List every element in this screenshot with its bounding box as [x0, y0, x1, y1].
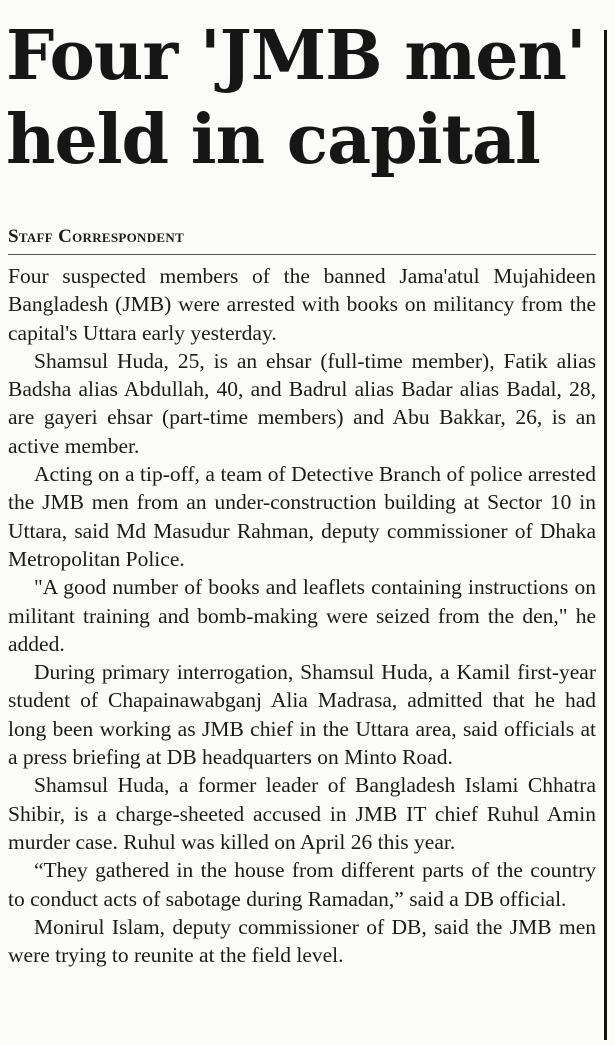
headline-line-1: Four 'JMB men'	[6, 16, 586, 96]
paragraph: Acting on a tip-off, a team of Detective Branch of police arrested the JMB men from an under-construction building at Sector 10 in Uttara, said Md Masudur Rahman, deputy commissioner of Dhaka Metropolitan Police.	[8, 462, 596, 571]
paragraph: “They gathered in the house from different parts of the country to conduct acts of sabotage during Ramadan,” said a DB official.	[8, 858, 596, 911]
byline: Staff Correspondent	[8, 226, 185, 247]
paragraph: "A good number of books and leaflets containing instructions on militant training and bomb-making were seized from the den," he added.	[8, 575, 596, 656]
paragraph: Four suspected members of the banned Jama'atul Mujahideen Bangladesh (JMB) were arrested with books on militancy from the capital's Uttara early yesterday.	[8, 264, 596, 345]
paragraph: Shamsul Huda, 25, is an ehsar (full-time member), Fatik alias Badsha alias Abdullah, 40, and Badrul alias Badar alias Badal, 28, are gayeri ehsar (part-time members) and Abu Bakkar, 26, is an active member.	[8, 348, 596, 458]
paragraph: During primary interrogation, Shamsul Huda, a Kamil first-year student of Chapainawabganj Alia Madrasa, admitted that he had long been working as JMB chief in the Uttara area, said officials at a press briefing at DB headquarters on Minto Road.	[8, 660, 596, 770]
article-body	[8, 262, 596, 969]
headline-line-2: held in capital	[6, 100, 540, 180]
paragraph: Shamsul Huda, a former leader of Bangladesh Islami Chhatra Shibir, is a charge-sheeted accused in JMB IT chief Ruhul Amin murder case. Ruhul was killed on April 26 this year.	[8, 773, 596, 854]
paragraph: Monirul Islam, deputy commissioner of DB, said the JMB men were trying to reunite at the field level.	[8, 914, 596, 968]
headline	[6, 14, 598, 182]
byline-divider	[8, 254, 596, 255]
column-divider	[604, 30, 607, 1040]
